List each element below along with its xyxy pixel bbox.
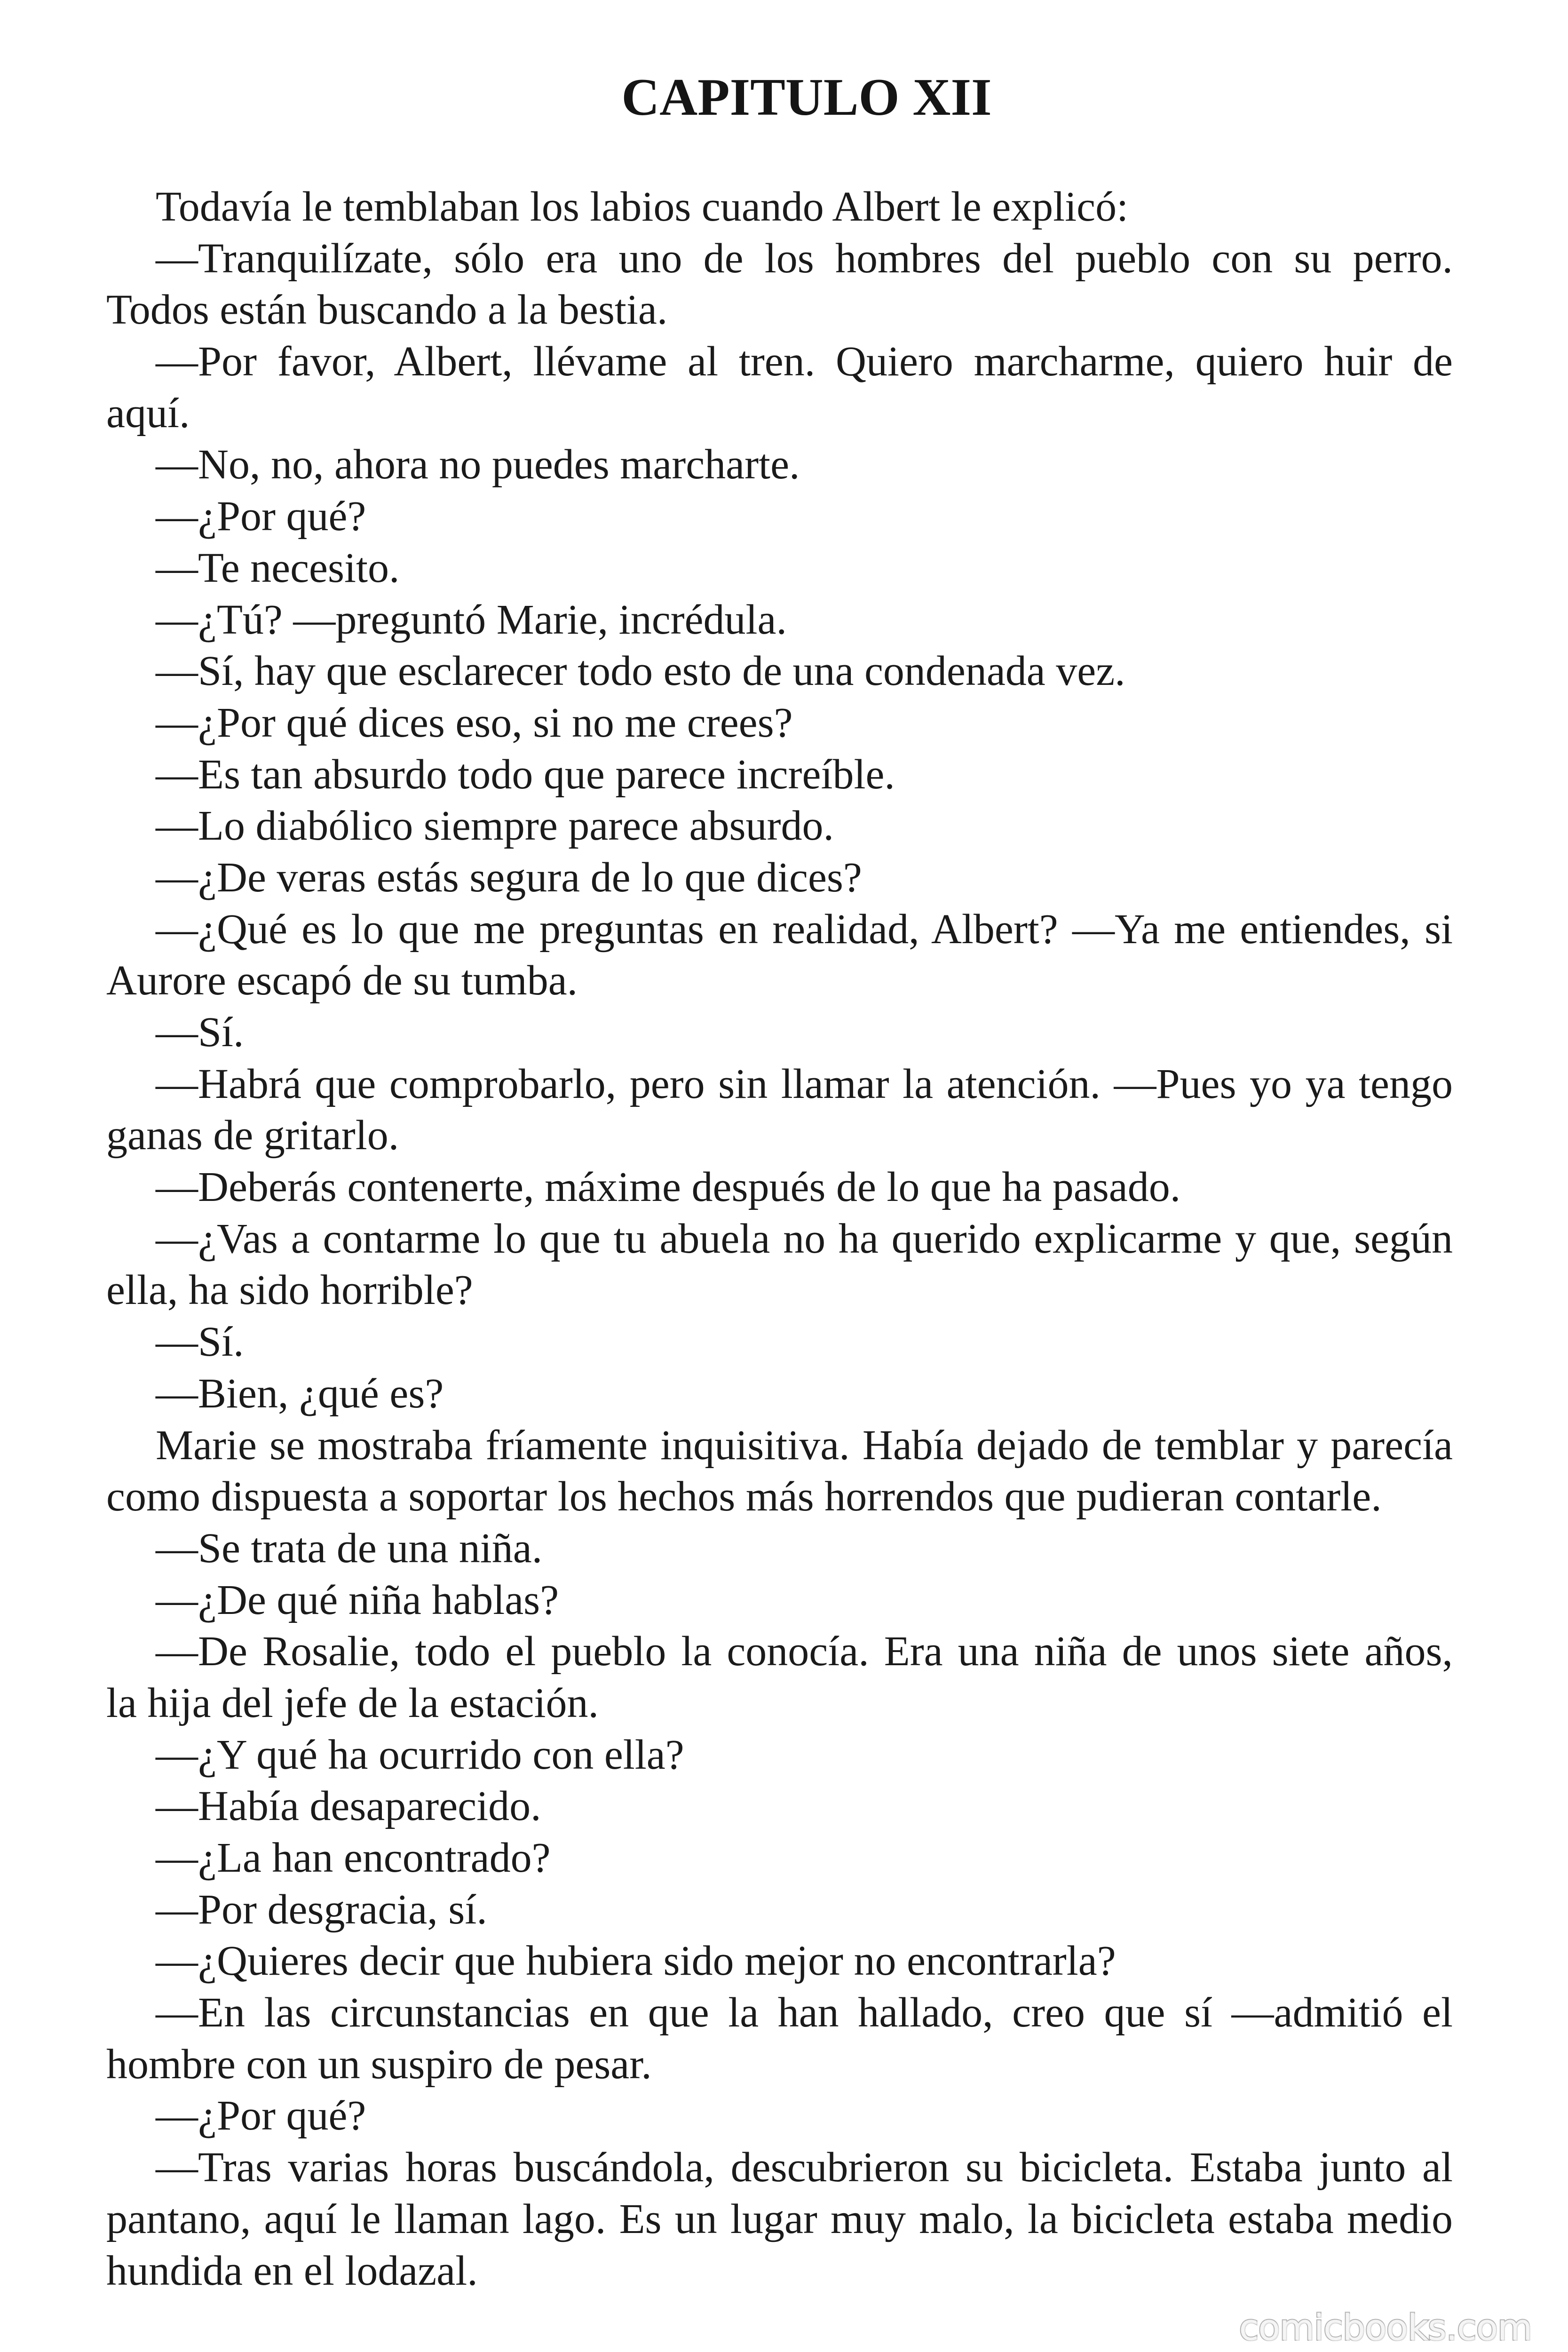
paragraph xyxy=(106,749,1453,801)
text-line: —De Rosalie, todo el pueblo la conocía. Era una niña de unos siete años, xyxy=(156,1628,1453,1675)
paragraph xyxy=(106,1780,1453,1832)
paragraph xyxy=(106,1729,1453,1781)
text-line: —¿Por qué? xyxy=(156,493,366,540)
text-line: —Bien, ¿qué es? xyxy=(156,1370,444,1417)
text-line: —Por desgracia, sí. xyxy=(156,1886,487,1933)
text-line: —Se trata de una niña. xyxy=(156,1525,543,1572)
chapter-title: CAPITULO XII xyxy=(621,68,992,127)
text-line: —Tranquilízate, sólo era uno de los hombres del pueblo con su perro. xyxy=(156,235,1453,282)
text-line: —¿Tú? —preguntó Marie, incrédula. xyxy=(156,596,787,643)
watermark: comicbooks.com xyxy=(1239,2306,1532,2348)
paragraph xyxy=(106,852,1453,904)
text-line: —Lo diabólico siempre parece absurdo. xyxy=(156,803,834,850)
paragraph xyxy=(106,336,1453,439)
text-line: —Deberás contenerte, máxime después de lo que ha pasado. xyxy=(156,1164,1181,1211)
text-line: —Había desaparecido. xyxy=(156,1783,541,1830)
paragraph xyxy=(106,1368,1453,1420)
text-line: —¿Qué es lo que me preguntas en realidad, Albert? —Ya me entiendes, si xyxy=(156,906,1453,953)
text-line: Aurore escapó de su tumba. xyxy=(106,957,578,1004)
paragraph xyxy=(106,1574,1453,1626)
text-line: —¿La han encontrado? xyxy=(156,1835,551,1881)
text-line: la hija del jefe de la estación. xyxy=(106,1679,599,1726)
text-line: —¿De qué niña hablas? xyxy=(156,1576,559,1623)
chapter-body xyxy=(106,181,1453,2296)
text-line: ella, ha sido horrible? xyxy=(106,1267,473,1314)
paragraph xyxy=(106,233,1453,336)
text-line: Todos están buscando a la bestia. xyxy=(106,286,668,334)
text-line: —Por favor, Albert, llévame al tren. Quiero marcharme, quiero huir de xyxy=(156,338,1453,385)
paragraph xyxy=(106,2090,1453,2142)
text-line: —Sí, hay que esclarecer todo esto de una condenada vez. xyxy=(156,648,1125,695)
text-line: Marie se mostraba fríamente inquisitiva. Había dejado de temblar y parecía xyxy=(156,1422,1453,1469)
paragraph xyxy=(106,1987,1453,2090)
paragraph xyxy=(106,904,1453,1007)
paragraph xyxy=(106,1884,1453,1936)
paragraph xyxy=(106,1007,1453,1058)
text-line: —Sí. xyxy=(156,1009,244,1056)
paragraph xyxy=(106,1935,1453,1987)
paragraph xyxy=(106,645,1453,697)
paragraph xyxy=(106,1058,1453,1161)
text-line: como dispuesta a soportar los hechos más horrendos que pudieran contarle. xyxy=(106,1473,1382,1520)
text-line: hombre con un suspiro de pesar. xyxy=(106,2041,652,2088)
text-line: —En las circunstancias en que la han hallado, creo que sí —admitió el xyxy=(156,1989,1453,2036)
text-line: Todavía le temblaban los labios cuando Albert le explicó: xyxy=(156,183,1129,230)
paragraph xyxy=(106,697,1453,749)
text-line: —¿Por qué? xyxy=(156,2092,366,2139)
text-line: —Habrá que comprobarlo, pero sin llamar la atención. —Pues yo ya tengo xyxy=(156,1060,1453,1107)
paragraph xyxy=(106,1161,1453,1213)
paragraph xyxy=(106,439,1453,491)
paragraph xyxy=(106,542,1453,594)
paragraph xyxy=(106,1213,1453,1316)
text-line: aquí. xyxy=(106,389,190,437)
paragraph xyxy=(106,1316,1453,1368)
paragraph xyxy=(106,491,1453,542)
text-line: —¿De veras estás segura de lo que dices? xyxy=(156,854,862,901)
paragraph xyxy=(106,2142,1453,2296)
paragraph xyxy=(106,1626,1453,1729)
text-line: —¿Quieres decir que hubiera sido mejor no encontrarla? xyxy=(156,1938,1116,1985)
text-line: —Tras varias horas buscándola, descubrieron su bicicleta. Estaba junto al xyxy=(156,2144,1453,2191)
paragraph xyxy=(106,800,1453,852)
text-line: ganas de gritarlo. xyxy=(106,1112,399,1159)
text-line: —¿Por qué dices eso, si no me crees? xyxy=(156,699,793,746)
paragraph xyxy=(106,594,1453,646)
text-line: pantano, aquí le llaman lago. Es un lugar muy malo, la bicicleta estaba medio xyxy=(106,2195,1453,2242)
paragraph xyxy=(106,181,1453,233)
paragraph xyxy=(106,1523,1453,1574)
text-line: —¿Y qué ha ocurrido con ella? xyxy=(156,1731,684,1778)
text-line: —No, no, ahora no puedes marcharte. xyxy=(156,441,800,488)
text-line: hundida en el lodazal. xyxy=(106,2247,478,2294)
text-line: —Sí. xyxy=(156,1319,244,1366)
text-line: —Es tan absurdo todo que parece increíble. xyxy=(156,751,895,798)
paragraph xyxy=(106,1420,1453,1523)
text-line: —Te necesito. xyxy=(156,544,400,591)
paragraph xyxy=(106,1832,1453,1884)
text-line: —¿Vas a contarme lo que tu abuela no ha querido explicarme y que, según xyxy=(156,1215,1453,1262)
